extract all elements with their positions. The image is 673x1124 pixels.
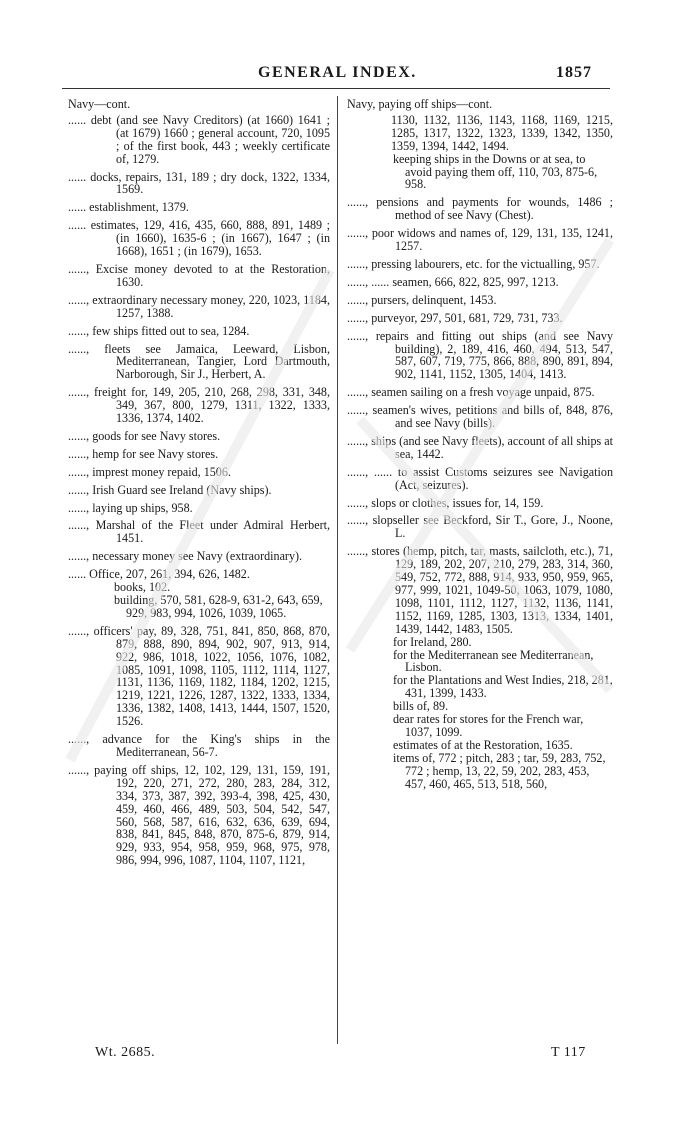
index-entry: ......, pursers, delinquent, 1453. — [347, 292, 497, 307]
index-entry: ......, ships (and see Navy fleets), account of all ships at sea, 1442. — [347, 433, 613, 461]
page-number: 1857 — [556, 64, 592, 81]
index-entry: ......, poor widows and names of, 129, 131, 135, 1241, 1257. — [347, 226, 613, 254]
index-subentry: for Ireland, 280. — [393, 634, 472, 649]
index-subentry: for the Mediterranean see Mediterranean, Lisbon. — [393, 647, 594, 675]
index-subentry: building, 570, 581, 628-9, 631-2, 643, 659, 929, 983, 994, 1026, 1039, 1065. — [114, 593, 323, 620]
index-entry: ......, slopseller see Beckford, Sir T., Gore, J., Noone, L. — [347, 513, 613, 541]
index-entry: ......, imprest money repaid, 1506. — [68, 464, 231, 479]
index-entry: ......, slops or clothes, issues for, 14, 159. — [347, 495, 544, 510]
index-subentry: estimates of at the Restoration, 1635. — [393, 737, 573, 752]
index-entry: ......, stores (hemp, pitch, tar, masts, sailcloth, etc.), 71, 129, 189, 202, 207, 210, 279, 283, 314, 360, 549, 752, 772, 888, 914, 933, 950, 959, 965, 977, 999, 1021, 1049-50, 1063, 1079, 1080, 1098, 1101, 1112, 1127, 1132, 1136, 1141, 1152, 1169, 1285, 1303, 1313, 1334, 1401, 1439, 1442, 1483, 1505. — [347, 544, 613, 636]
index-entry: ...... Office, 207, 261, 394, 626, 1482. — [68, 567, 250, 582]
footer-print-mark: Wt. 2685. — [95, 1045, 156, 1060]
index-subentry: dear rates for stores for the French war, 1037, 1099. — [393, 712, 584, 739]
index-entry: ......, necessary money see Navy (extraordinary). — [68, 549, 303, 564]
index-heading: Navy, paying off ships—cont. — [347, 97, 493, 111]
header-rule — [62, 88, 610, 89]
index-column-left — [68, 98, 330, 872]
index-entry: ......, laying up ships, 958. — [68, 500, 193, 515]
index-entry: ...... establishment, 1379. — [68, 200, 189, 215]
column-divider — [337, 96, 338, 1044]
index-subentry: for the Plantations and West Indies, 218, 281, 431, 1399, 1433. — [393, 673, 613, 701]
index-entry: ......, Irish Guard see Ireland (Navy ships). — [68, 482, 272, 497]
footer-signature-mark: T 117 — [551, 1045, 586, 1060]
index-column-right — [347, 98, 613, 791]
index-subentry: books, 102. — [114, 580, 171, 595]
page-header — [0, 64, 673, 86]
page-title: GENERAL INDEX. — [258, 64, 417, 81]
index-entry: ......, ...... to assist Customs seizures see Navigation (Act, seizures). — [347, 464, 613, 492]
index-subentry: bills of, 89. — [393, 699, 449, 714]
index-entry: ......, few ships fitted out to sea, 1284. — [68, 323, 250, 338]
index-entry-continued: 1130, 1132, 1136, 1143, 1168, 1169, 1215, 1285, 1317, 1322, 1323, 1339, 1342, 1350, 1359, 1394, 1442, 1494. — [391, 112, 613, 153]
index-entry: ......, paying off ships, 12, 102, 129, 131, 159, 191, 192, 220, 271, 272, 280, 283, 284, 312, 334, 373, 387, 392, 393-4, 398, 425, 430, 459, 460, 466, 489, 503, 504, 542, 547, 560, 568, 587, 616, 632, 636, 639, 694, 838, 841, 845, 848, 870, 875-6, 879, 914, 929, 933, 954, 958, 959, 968, 975, 978, 986, 994, 996, 1087, 1104, 1107, 1121, — [68, 762, 330, 868]
index-entry: ......, extraordinary necessary money, 220, 1023, 1184, 1257, 1388. — [68, 292, 330, 320]
index-entry: ...... debt (and see Navy Creditors) (at 1660) 1641 ; (at 1679) 1660 ; general account, 720, 1095 ; of the first book, 443 ; weekly certificate of, 1279. — [68, 112, 330, 166]
index-entry: ......, pressing labourers, etc. for the victualling, 957. — [347, 256, 600, 271]
index-entry: ......, fleets see Jamaica, Leeward, Lisbon, Mediterranean, Tangier, Lord Dartmouth, Narborough, Sir J., Herbert, A. — [68, 341, 330, 382]
index-entry: ......, advance for the King's ships in the Mediterranean, 56-7. — [68, 732, 330, 759]
index-entry: ......, ...... seamen, 666, 822, 825, 997, 1213. — [347, 274, 559, 289]
index-entry: ......, seamen's wives, petitions and bills of, 848, 876, and see Navy (bills). — [347, 403, 613, 431]
index-entry: ......, Excise money devoted to at the Restoration, 1630. — [68, 261, 330, 289]
index-subentry: keeping ships in the Downs or at sea, to avoid paying them off, 110, 703, 875-6, 958. — [393, 151, 598, 192]
index-entry: ......, Marshal of the Fleet under Admiral Herbert, 1451. — [68, 518, 330, 546]
index-subentry: items of, 772 ; pitch, 283 ; tar, 59, 283, 752, 772 ; hemp, 13, 22, 59, 202, 283, 453, 457, 460, 465, 513, 518, 560, — [393, 750, 606, 791]
index-heading: Navy—cont. — [68, 97, 131, 111]
index-entry: ......, hemp for see Navy stores. — [68, 446, 219, 461]
index-entry: ......, freight for, 149, 205, 210, 268, 298, 331, 348, 349, 367, 800, 1279, 1311, 1322, 1333, 1336, 1374, 1402. — [68, 385, 330, 426]
index-entry: ......, repairs and fitting out ships (and see Navy building), 2, 189, 416, 460, 494, 513, 547, 587, 607, 719, 775, 866, 888, 890, 891, 894, 902, 1141, 1152, 1305, 1404, 1413. — [347, 328, 613, 382]
index-entry: ......, purveyor, 297, 501, 681, 729, 731, 733. — [347, 310, 563, 325]
index-entry: ...... docks, repairs, 131, 189 ; dry dock, 1322, 1334, 1569. — [68, 169, 330, 197]
index-entry: ......, pensions and payments for wounds, 1486 ; method of see Navy (Chest). — [347, 195, 613, 223]
index-entry: ......, goods for see Navy stores. — [68, 428, 221, 443]
index-entry: ...... estimates, 129, 416, 435, 660, 888, 891, 1489 ; (in 1660), 1635-6 ; (in 1667), 1647 ; (in 1668), 1651 ; (in 1679), 1653. — [68, 218, 330, 259]
index-entry: ......, seamen sailing on a fresh voyage unpaid, 875. — [347, 385, 595, 400]
index-entry: ......, officers' pay, 89, 328, 751, 841, 850, 868, 870, 879, 888, 890, 894, 902, 907, 913, 914, 922, 986, 1018, 1022, 1056, 1076, 1082, 1085, 1091, 1098, 1105, 1112, 1114, 1127, 1131, 1136, 1169, 1182, 1184, 1202, 1215, 1219, 1221, 1226, 1287, 1322, 1333, 1334, 1336, 1382, 1408, 1413, 1444, 1507, 1520, 1526. — [68, 623, 330, 729]
